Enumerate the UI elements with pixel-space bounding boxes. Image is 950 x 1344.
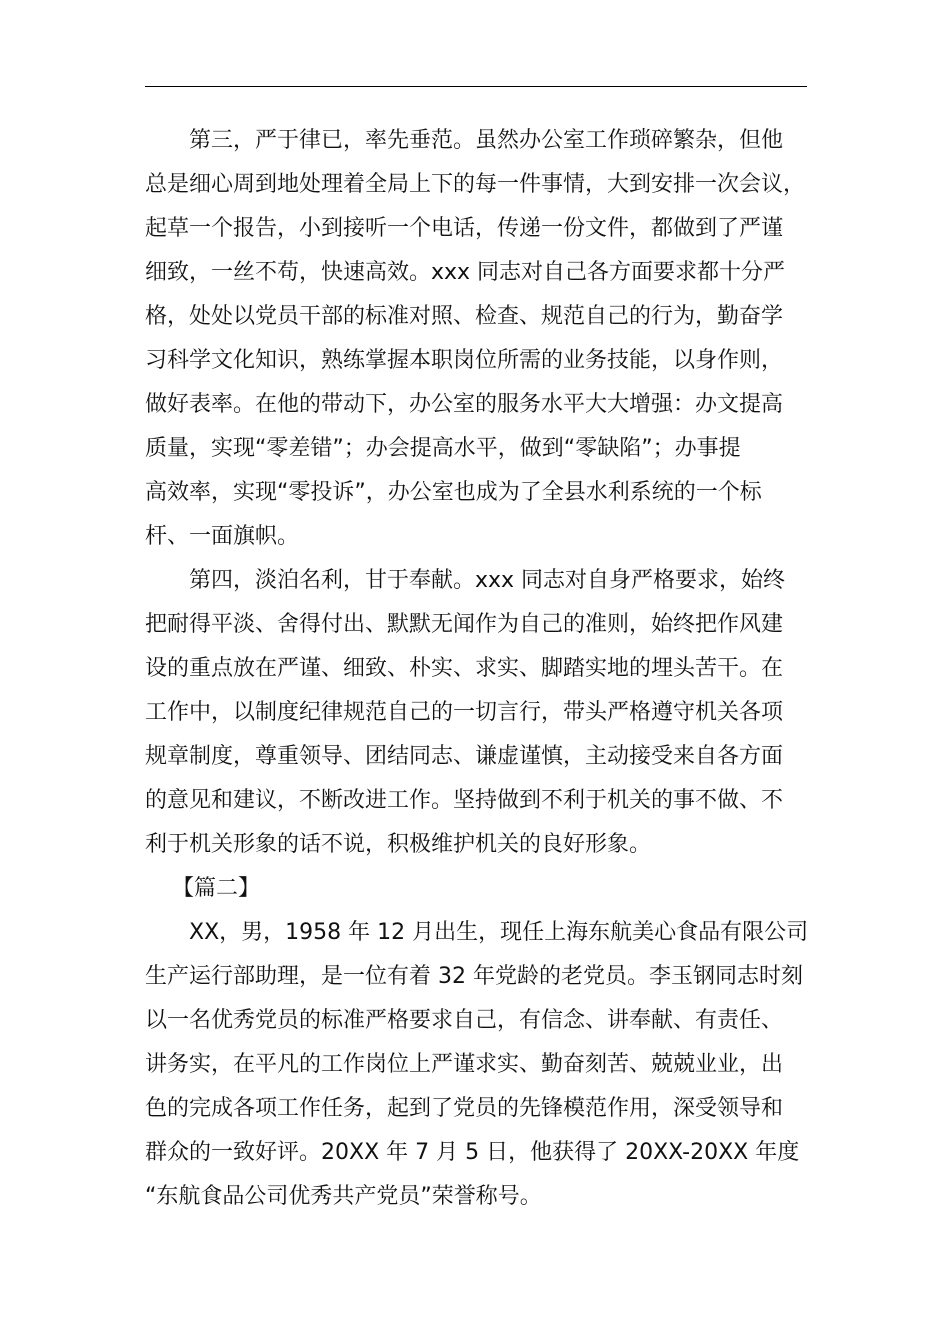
paragraph-3-line-8: 质量，实现“零差错”；办会提高水平，做到“零缺陷”；办事提 [145, 436, 741, 461]
paragraph-4-line-3: 设的重点放在严谨、细致、朴实、求实、脚踏实地的埋头苦干。在 [145, 656, 784, 681]
paragraph-4-line-6: 的意见和建议，不断改进工作。坚持做到不利于机关的事不做、不 [145, 788, 784, 813]
paragraph-3-line-10: 杆、一面旗帜。 [145, 524, 300, 549]
paragraph-5-line-4: 讲务实，在平凡的工作岗位上严谨求实、勤奋刻苦、兢兢业业，出 [145, 1052, 784, 1077]
paragraph-4-line-2: 把耐得平淡、舍得付出、默默无闻作为自己的准则，始终把作风建 [145, 612, 784, 637]
paragraph-4-line-7: 利于机关形象的话不说，积极维护机关的良好形象。 [145, 832, 652, 857]
paragraph-3-line-6: 习科学文化知识，熟练掌握本职岗位所需的业务技能，以身作则， [145, 348, 784, 373]
paragraph-5-line-3: 以一名优秀党员的标准严格要求自己，有信念、讲奉献、有责任、 [145, 1008, 784, 1033]
paragraph-3-line-2: 总是细心周到地处理着全局上下的每一件事情，大到安排一次会议， [145, 172, 806, 197]
paragraph-5-line-7: “东航食品公司优秀共产党员”荣誉称号。 [145, 1184, 542, 1209]
paragraph-4-line-5: 规章制度，尊重领导、团结同志、谦虚谨慎，主动接受来自各方面 [145, 744, 784, 769]
paragraph-5-line-6: 群众的一致好评。20XX 年 7 月 5 日，他获得了 20XX-20XX 年度 [145, 1140, 800, 1165]
paragraph-3-line-9: 高效率，实现“零投诉”，办公室也成为了全县水利系统的一个标 [145, 480, 762, 505]
paragraph-4-line-4: 工作中，以制度纪律规范自己的一切言行，带头严格遵守机关各项 [145, 700, 784, 725]
paragraph-5-line-2: 生产运行部助理，是一位有着 32 年党龄的老党员。李玉钢同志时刻 [145, 964, 803, 989]
paragraph-3-line-5: 格，处处以党员干部的标准对照、检查、规范自己的行为，勤奋学 [145, 304, 784, 329]
header-rule [145, 86, 807, 87]
section-heading: 【篇二】 [172, 876, 261, 901]
paragraph-5-line-1: XX，男，1958 年 12 月出生，现任上海东航美心食品有限公司 [189, 920, 809, 945]
paragraph-3-line-4: 细致，一丝不苟，快速高效。xxx 同志对自己各方面要求都十分严 [145, 260, 786, 285]
paragraph-5-line-5: 色的完成各项工作任务，起到了党员的先锋模范作用，深受领导和 [145, 1096, 784, 1121]
document-body [145, 119, 809, 1219]
paragraph-3-line-7: 做好表率。在他的带动下，办公室的服务水平大大增强：办文提高 [145, 392, 784, 417]
paragraph-3-line-3: 起草一个报告，小到接听一个电话，传递一份文件，都做到了严谨 [145, 216, 784, 241]
paragraph-4-line-1: 第四，淡泊名利，甘于奉献。xxx 同志对自身严格要求，始终 [189, 568, 786, 593]
paragraph-3-line-1: 第三，严于律已，率先垂范。虽然办公室工作琐碎繁杂，但他 [189, 128, 784, 153]
